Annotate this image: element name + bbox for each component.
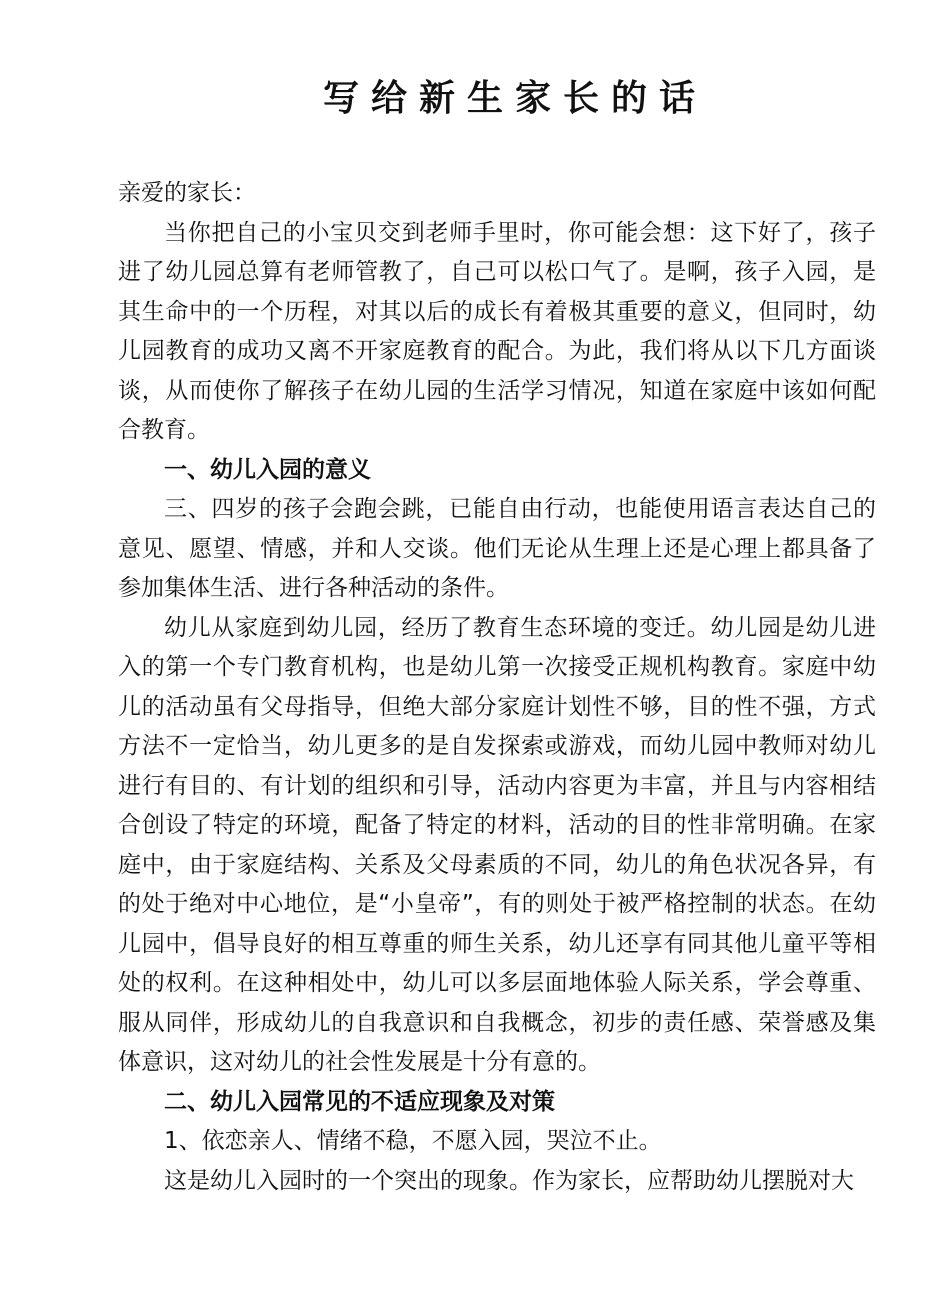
section1-paragraph-2: 幼儿从家庭到幼儿园，经历了教育生态环境的变迁。幼儿园是幼儿进入的第一个专门教育机构，也是幼儿第一次接受正规机构教育。家庭中幼儿的活动虽有父母指导，但绝大部分家庭计划性不够，目的性不强，方式方法不一定恰当，幼儿更多的是自发探索或游戏，而幼儿园中教师对幼儿进行有目的、有计划的组织和引导，活动内容更为丰富，并且与内容相结合创设了特定的环境，配备了特定的材料，活动的目的性非常明确。在家庭中，由于家庭结构、关系及父母素质的不同，幼儿的角色状况各异，有的处于绝对中心地位，是“小皇帝”，有的则处于被严格控制的状态。在幼儿园中，倡导良好的相互尊重的师生关系，幼儿还享有同其他儿童平等相处的权利。在这种相处中，幼儿可以多层面地体验人际关系，学会尊重、服从同伴，形成幼儿的自我意识和自我概念，初步的责任感、荣誉感及集体意识，这对幼儿的社会性发展是十分有意的。 [118,614,876,1075]
greeting: 亲爱的家长： [118,180,256,206]
document-title: 写给新生家长的话 [322,77,707,119]
section2-paragraph-1: 这是幼儿入园时的一个突出的现象。作为家长，应帮助幼儿摆脱对大 [164,1167,854,1194]
intro-paragraph: 当你把自己的小宝贝交到老师手里时，你可能会想：这下好了，孩子进了幼儿园总算有老师管教了，自己可以松口气了。是啊，孩子入园，是其生命中的一个历程，对其以后的成长有着极其重要的意义，但同时，幼儿园教育的成功又离不开家庭教育的配合。为此，我们将从以下几方面谈谈，从而使你了解孩子在幼儿园的生活学习情况，知道在家庭中该如何配合教育。 [118,219,876,443]
section-heading-2: 二、幼儿入园常见的不适应现象及对策 [164,1088,555,1115]
section-heading-1: 一、幼儿入园的意义 [164,456,371,483]
section2-item-1: 1、依恋亲人、情绪不稳，不愿入园，哭泣不止。 [164,1128,662,1154]
letter-body [118,174,876,1201]
section1-paragraph-1: 三、四岁的孩子会跑会跳，已能自由行动，也能使用语言表达自己的意见、愿望、情感，并和人交谈。他们无论从生理上还是心理上都具备了参加集体生活、进行各种活动的条件。 [118,496,876,601]
